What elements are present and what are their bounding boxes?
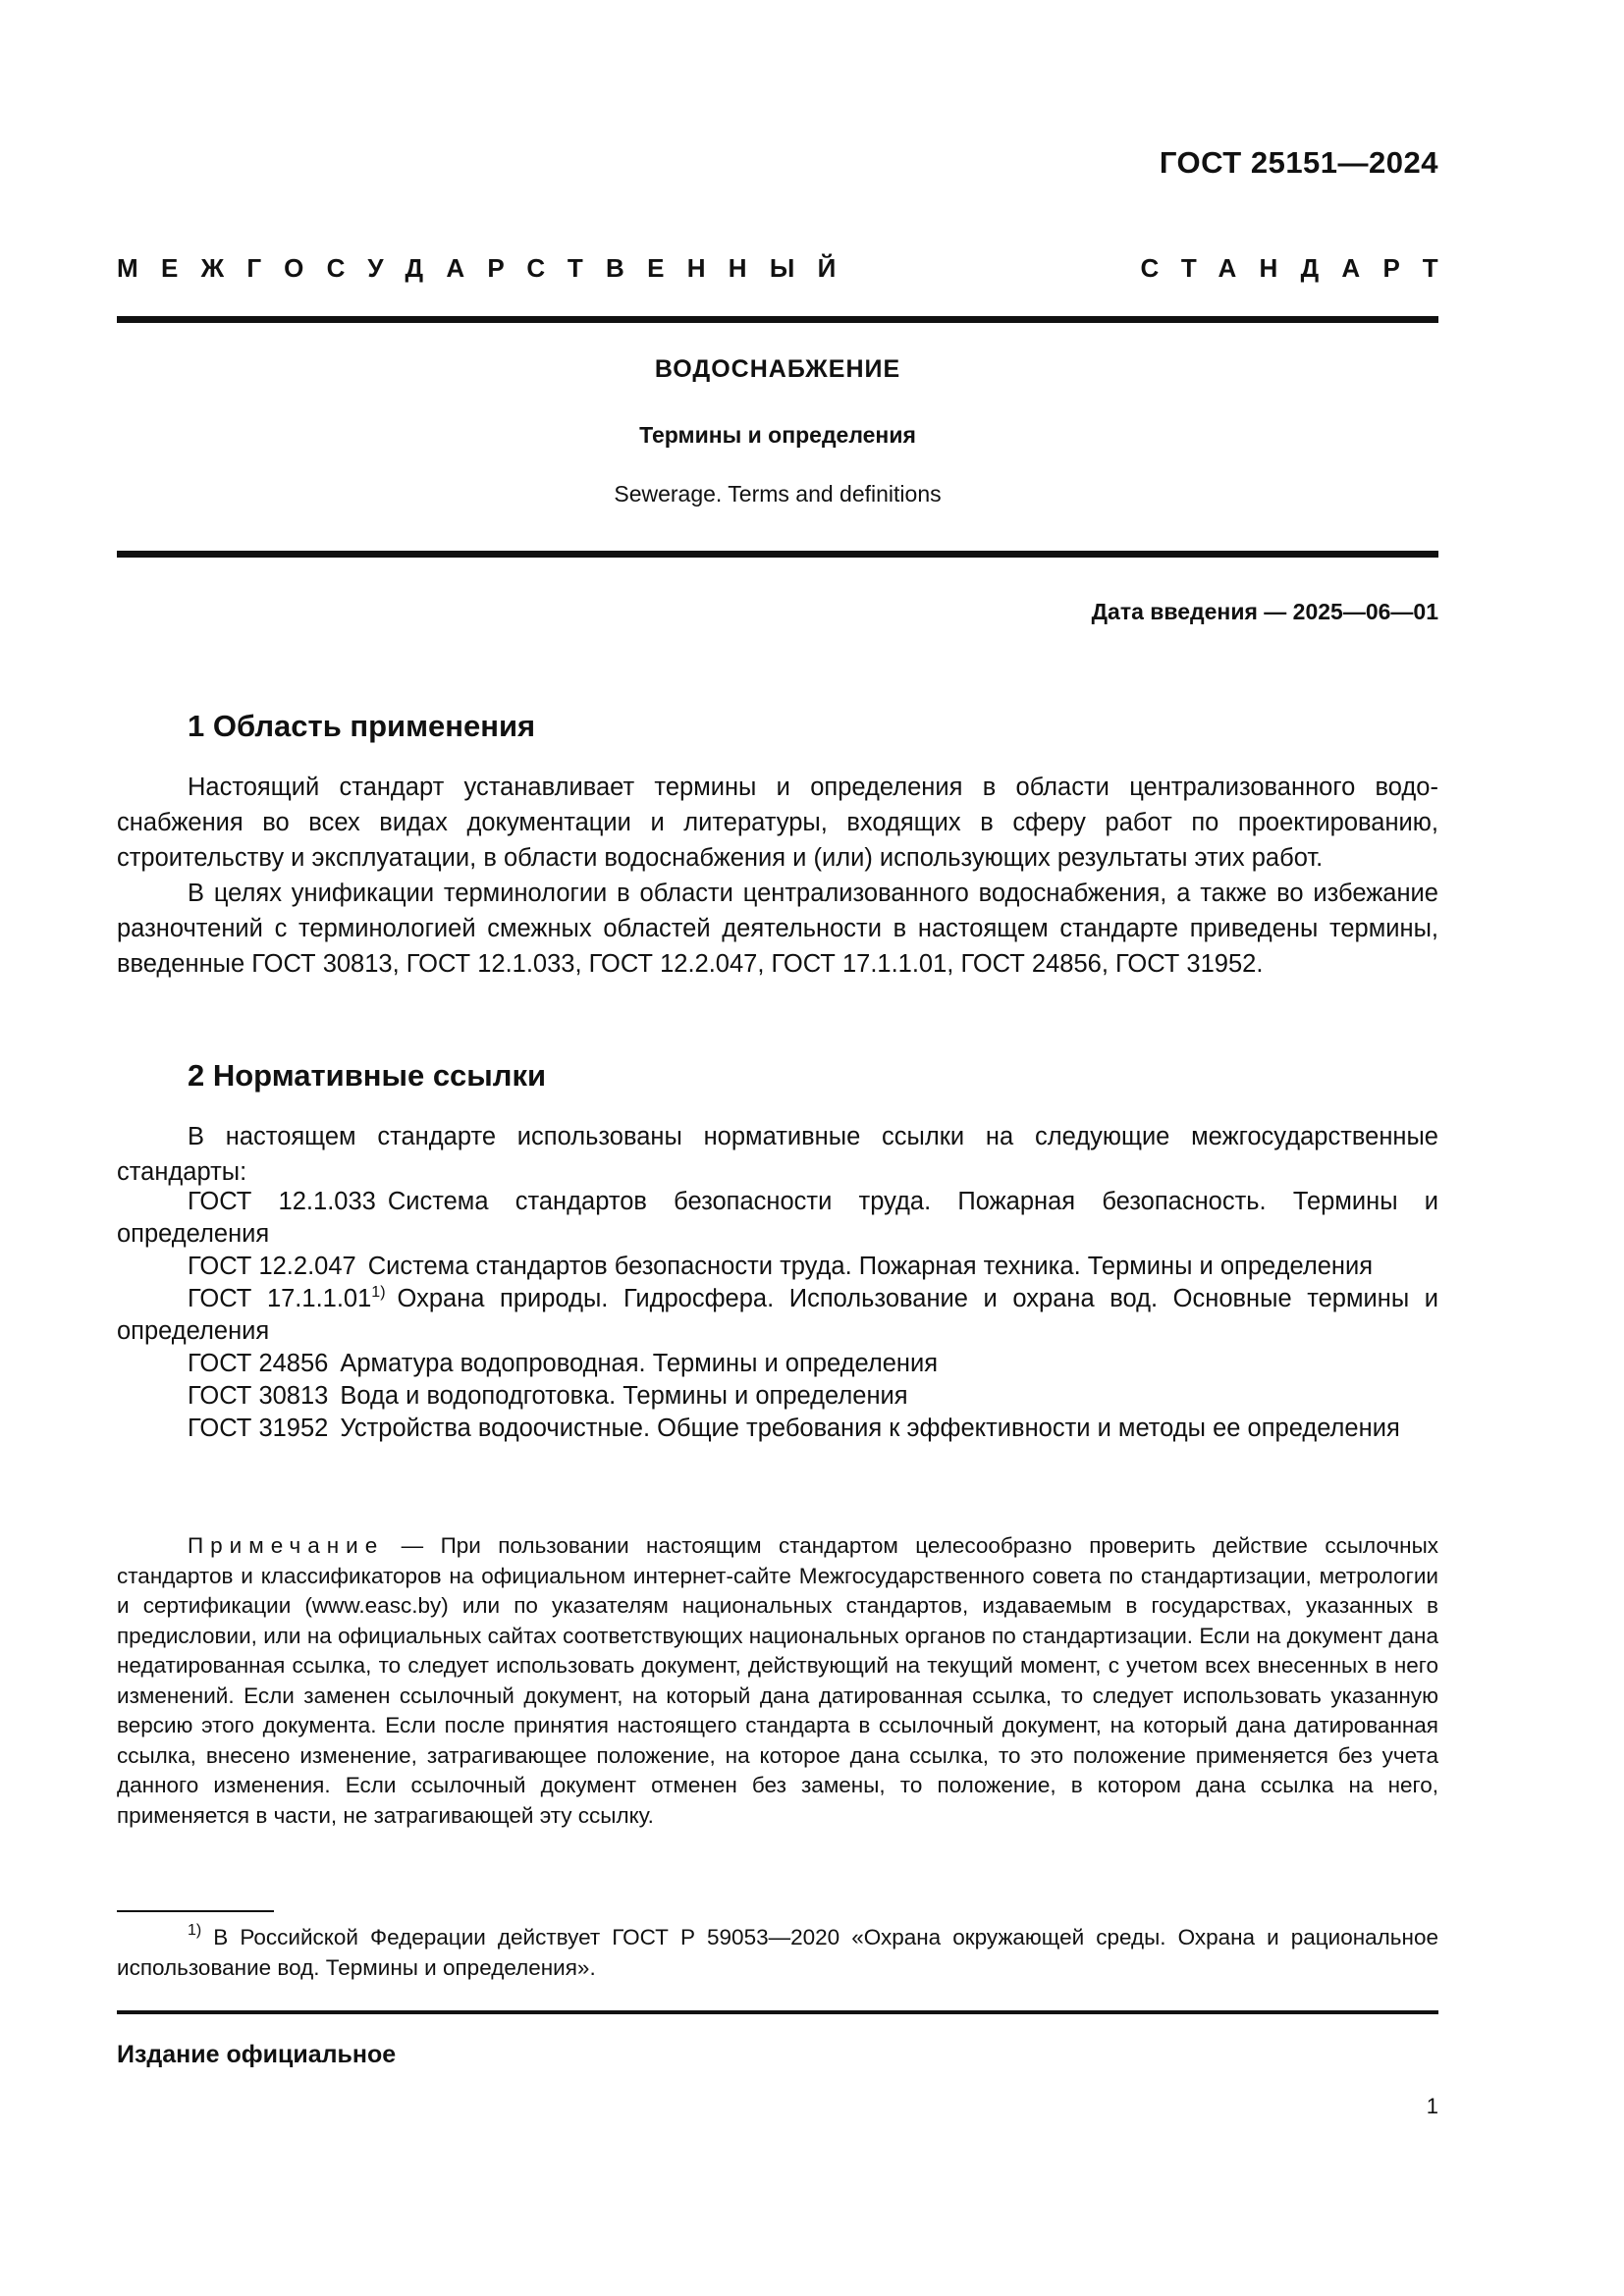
reference-list (117, 1186, 1438, 1445)
reference-code: ГОСТ 17.1.1.01 (188, 1285, 372, 1312)
section-2-intro: В настоящем стандарте использованы нормативные ссылки на следующие межгосударственные стандарты: (117, 1123, 1438, 1186)
document-subtitle: Термины и определения (639, 422, 916, 448)
footnote-marker: 1) (371, 1284, 386, 1301)
reference-item (117, 1251, 1438, 1283)
note-text: — При пользовании настоящим стандартом целесообразно проверить действие ссылочных стандартов и классификаторов на официальном интернет-сайте Межгосударственного совета по стандартизации, метрологии и сертификации (www.easc.by) или по указателям национальных стандартов, издаваемым в государствах, указанных в предисловии, или на официальных сайтах соответствующих национальных органов по стандартизации. Если на документ дана недатированная ссылка, то следует использовать документ, действующий на текущий момент, с учетом всех внесенных в него изменений. Если заменен ссылочный документ, на который дана датированная ссылка, то следует использовать указанную версию этого документа. Если после принятия настоящего стандарта в ссылочный документ, на который дана датированная ссылка, внесено изменение, затрагивающее положение, на которое дана ссылка, то это положение применяется без учета данного изменения. Если ссылочный документ отменен без замены, то положение, в котором дана ссылка на него, применяется в части, не затрагивающей эту ссылку. (117, 1533, 1438, 1828)
footnote-marker: 1) (188, 1922, 202, 1939)
footnote-separator (117, 1910, 274, 1912)
reference-item (117, 1283, 1438, 1348)
reference-title: Охрана природы. Гидросфера. Использование и охрана вод. Основные термины и определения (117, 1285, 1438, 1345)
reference-item (117, 1348, 1438, 1380)
reference-code: ГОСТ 12.2.047 (188, 1253, 356, 1280)
section-1-paragraph-1: Настоящий стандарт устанавливает термины и определения в области централизованного водоснабжения во всех видах документации и литературы, входящих в сферу работ по проектированию, строительству и эксплуатации, в области водоснабжения и (или) использующих результаты этих работ. (117, 774, 1438, 872)
reference-code: ГОСТ 24856 (188, 1350, 329, 1377)
page-number: 1 (1426, 2094, 1438, 2118)
document-number: ГОСТ 25151—2024 (1159, 145, 1438, 180)
reference-title: Система стандартов безопасности труда. Пожарная техника. Термины и определения (367, 1253, 1374, 1280)
reference-title: Вода и водоподготовка. Термины и определения (340, 1382, 908, 1410)
header-divider (117, 316, 1438, 323)
reference-item (117, 1413, 1438, 1445)
reference-code: ГОСТ 12.1.033 (188, 1188, 376, 1215)
document-page (117, 0, 1461, 2296)
reference-code: ГОСТ 30813 (188, 1382, 329, 1410)
reference-code: ГОСТ 31952 (188, 1415, 329, 1442)
note-label: Примечание (188, 1533, 385, 1558)
reference-title: Система стандартов безопасности труда. Пожарная безопасность. Термины и определения (117, 1188, 1438, 1248)
standard-type-word1: МЕЖГОСУДАРСТВЕННЫЙ (117, 253, 859, 283)
reference-item (117, 1186, 1438, 1251)
document-title: ВОДОСНАБЖЕНИЕ (654, 355, 901, 383)
footnote (117, 1922, 1438, 1983)
document-title-english: Sewerage. Terms and definitions (614, 481, 942, 507)
section-1-paragraph-2: В целях унификации терминологии в области централизованного водоснабжения, а также во избежание разночтений с терминологией смежных областей деятельности в настоящем стандарте приведены термины, введенные ГОСТ 30813, ГОСТ 12.1.033, ГОСТ 12.2.047, ГОСТ 17.1.1.01, ГОСТ 24856, ГОСТ 31952. (117, 880, 1438, 978)
standard-type-word2: СТАНДАРТ (1140, 253, 1461, 283)
title-divider (117, 551, 1438, 558)
section-1-heading: 1 Область применения (188, 709, 536, 743)
edition-label: Издание официальное (117, 2041, 397, 2068)
footer-divider (117, 2010, 1438, 2014)
reference-item (117, 1380, 1438, 1413)
section-2-heading: 2 Нормативные ссылки (188, 1058, 547, 1093)
note (117, 1531, 1438, 1831)
footnote-text: В Российской Федерации действует ГОСТ Р 59053—2020 «Охрана окружающей среды. Охрана и рациональное использование вод. Термины и определения». (117, 1925, 1438, 1980)
reference-title: Арматура водопроводная. Термины и определения (340, 1350, 939, 1377)
reference-title: Устройства водоочистные. Общие требования к эффективности и методы ее определения (340, 1415, 1400, 1442)
introduction-date: Дата введения — 2025—06—01 (1091, 599, 1438, 624)
